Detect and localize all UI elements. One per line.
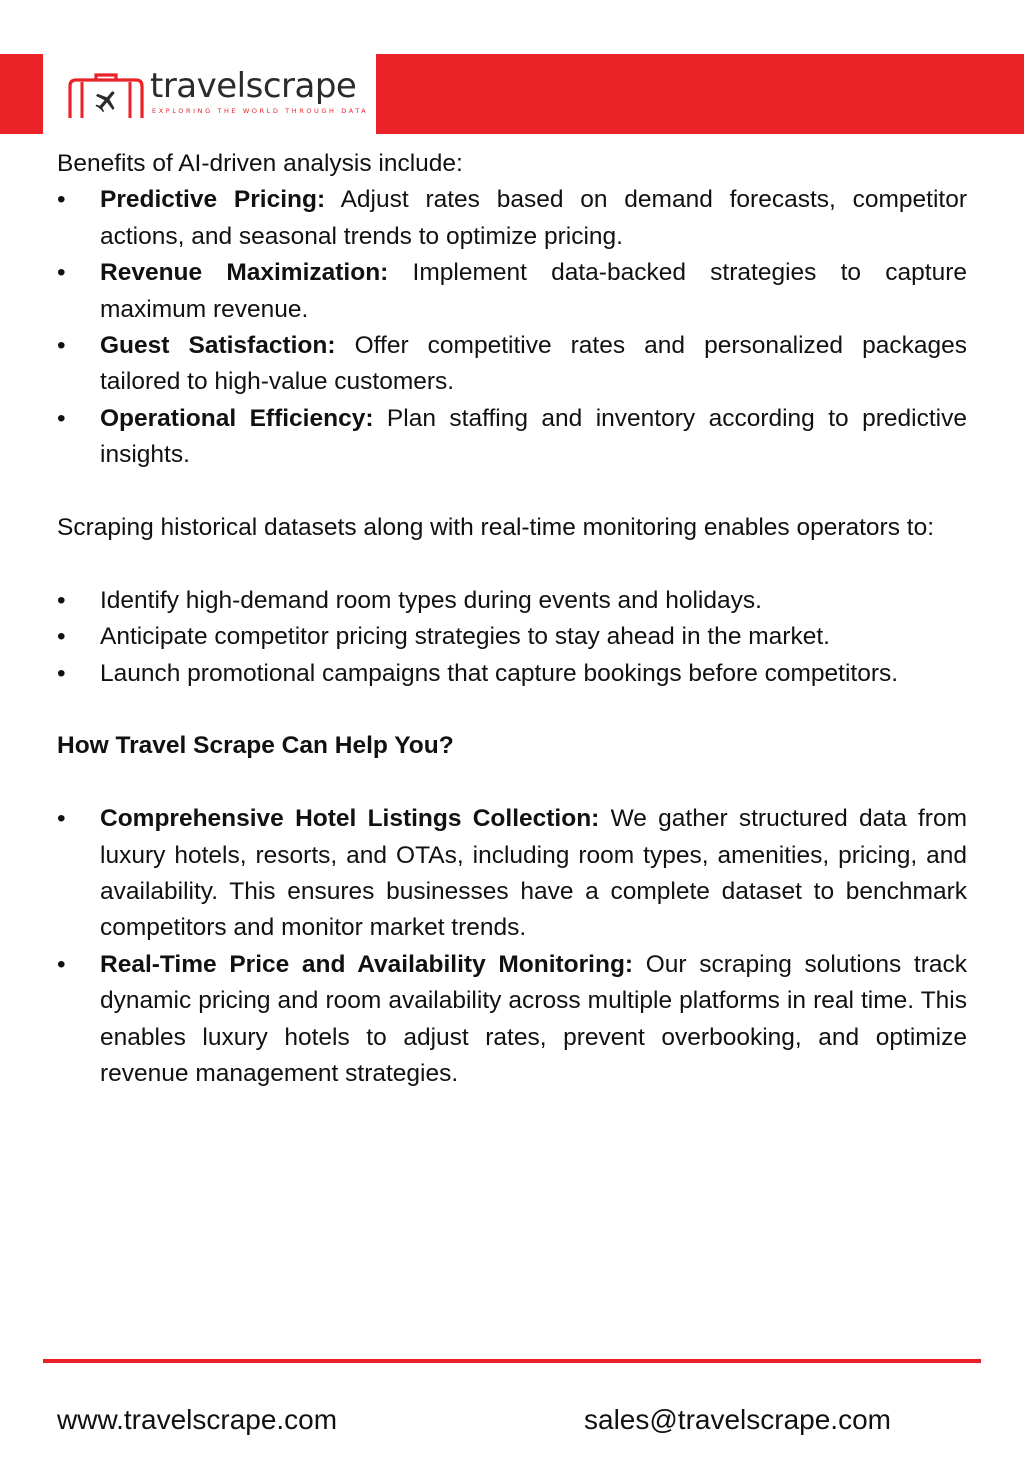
list-item: • Revenue Maximization: Implement data-backed strategies to capture maximum revenue.	[57, 255, 967, 328]
benefits-list	[57, 182, 967, 473]
document-body	[57, 146, 967, 1093]
intro-text: Benefits of AI-driven analysis include:	[57, 150, 463, 177]
email-link[interactable]: sales@travelscrape.com	[584, 1404, 891, 1435]
list-item: • Anticipate competitor pricing strategies to stay ahead in the market.	[57, 619, 967, 655]
header-accent-bar-right	[376, 54, 1024, 134]
brand-logo	[66, 66, 369, 122]
bullet-icon: •	[57, 659, 66, 687]
footer-divider	[43, 1359, 981, 1363]
bullet-icon: •	[57, 404, 66, 432]
list-item: • Comprehensive Hotel Listings Collection: We gather structured data from luxury hotels, resorts, and OTAs, including room types, amenities, pricing, and availability. This ensures businesses have a complete dataset to benchmark competitors and monitor market trends.	[57, 801, 967, 947]
list-item: • Launch promotional campaigns that capture bookings before competitors.	[57, 656, 967, 692]
help-list	[57, 801, 967, 1092]
list-item: • Predictive Pricing: Adjust rates based on demand forecasts, competitor actions, and seasonal trends to optimize pricing.	[57, 182, 967, 255]
scraping-list	[57, 583, 967, 692]
bullet-icon: •	[57, 332, 66, 360]
bullet-icon: •	[57, 586, 66, 614]
bullet-icon: •	[57, 950, 66, 978]
scraping-paragraph: Scraping historical datasets along with real-time monitoring enables operators to:	[57, 514, 935, 542]
brand-tagline: EXPLORING THE WORLD THROUGH DATA	[152, 107, 369, 115]
list-item: • Real-Time Price and Availability Monitoring: Our scraping solutions track dynamic pricing and room availability across multiple platforms in real time. This enables luxury hotels to adjust rates, prevent overbooking, and optimize revenue management strategies.	[57, 947, 967, 1093]
section-heading: How Travel Scrape Can Help You?	[57, 732, 454, 760]
bullet-icon: •	[57, 805, 66, 833]
bullet-icon: •	[57, 623, 66, 651]
list-item: • Identify high-demand room types during events and holidays.	[57, 583, 967, 619]
bullet-icon: •	[57, 186, 66, 214]
bullet-icon: •	[57, 259, 66, 287]
brand-name: travelscrape	[150, 66, 357, 106]
list-item: • Operational Efficiency: Plan staffing and inventory according to predictive insights.	[57, 401, 967, 474]
list-item: • Guest Satisfaction: Offer competitive rates and personalized packages tailored to high-value customers.	[57, 328, 967, 401]
suitcase-airplane-icon	[66, 72, 146, 118]
header-accent-bar-left	[0, 54, 43, 134]
website-link[interactable]: www.travelscrape.com	[57, 1404, 338, 1435]
